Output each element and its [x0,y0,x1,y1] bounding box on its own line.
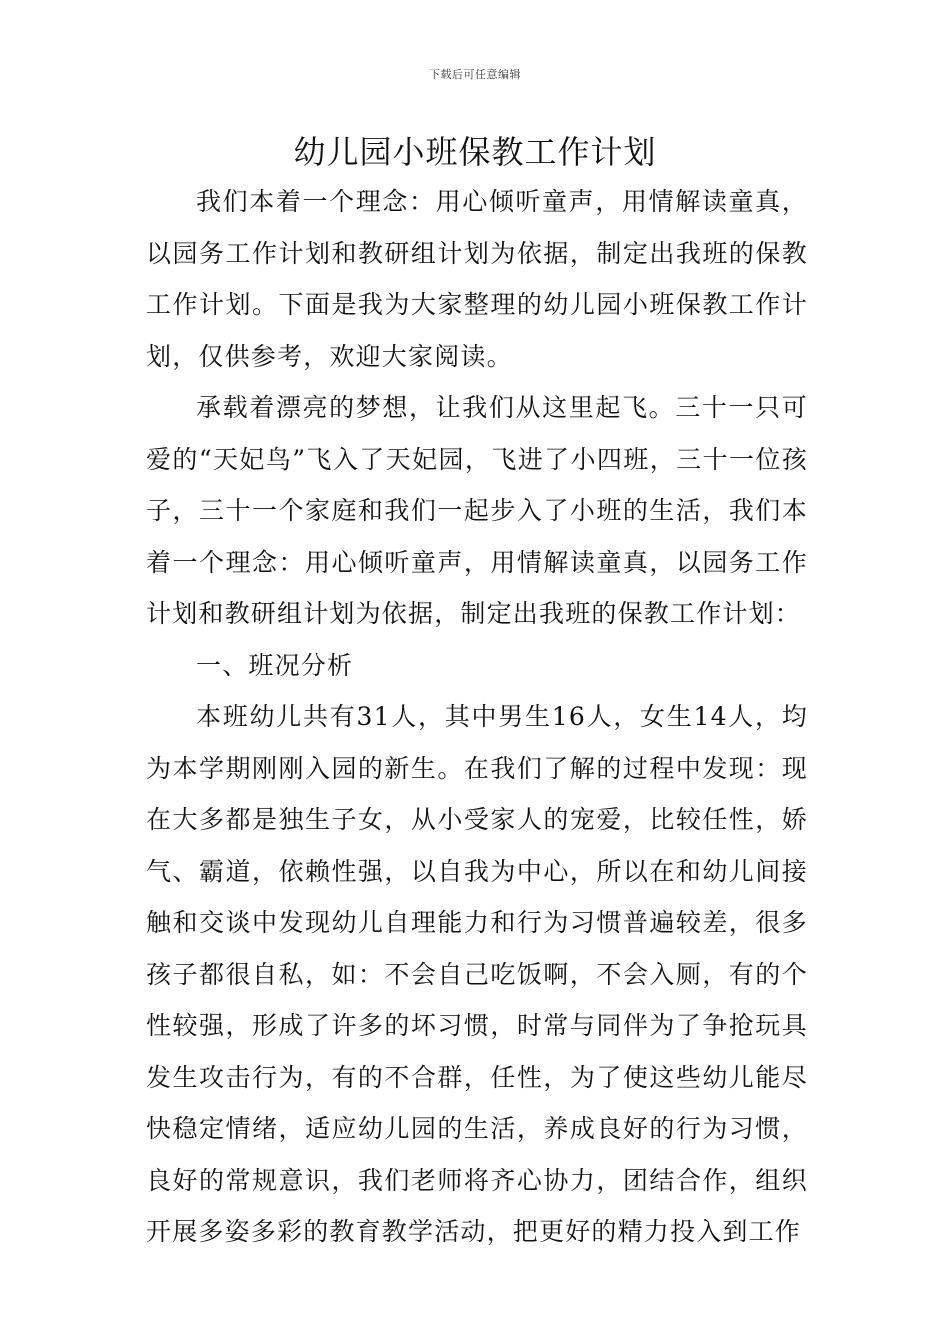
paragraph-intro: 我们本着一个理念：用心倾听童声，用情解读童真，以园务工作计划和教研组计划为依据，制定出我班的保教工作计划。下面是我为大家整理的幼儿园小班保教工作计划，仅供参考，欢迎大家阅读。 [146,187,808,371]
paragraph-class-overview: 承载着漂亮的梦想，让我们从这里起飞。三十一只可爱的“天妃鸟”飞入了天妃园，飞进了小四班，三十一位孩子，三十一个家庭和我们一起步入了小班的生活，我们本着一个理念：用心倾听童声，用情解读童真，以园务工作计划和教研组计划为依据，制定出我班的保教工作计划： [146,393,808,628]
header-note: 下载后可任意编辑 [429,68,521,81]
document-body [146,176,808,1258]
section-heading-class-analysis: 一、班况分析 [196,650,354,680]
paragraph-class-analysis: 本班幼儿共有31人，其中男生16人，女生14人，均为本学期刚刚入园的新生。在我们了解的过程中发现：现在大多都是独生子女，从小受家人的宠爱，比较任性，娇气、霸道，依赖性强，以自我为中心，所以在和幼儿间接触和交谈中发现幼儿自理能力和行为习惯普遍较差，很多孩子都很自私，如：不会自己吃饭啊，不会入厕，有的个性较强，形成了许多的坏习惯，时常与同伴为了争抢玩具发生攻击行为，有的不合群，任性，为了使这些幼儿能尽快稳定情绪，适应幼儿园的生活，养成良好的行为习惯，良好的常规意识，我们老师将齐心协力，团结合作，组织开展多姿多彩的教育教学活动，把更好的精力投入到工作 [146,702,808,1246]
document-title: 幼儿园小班保教工作计划 [293,133,657,171]
